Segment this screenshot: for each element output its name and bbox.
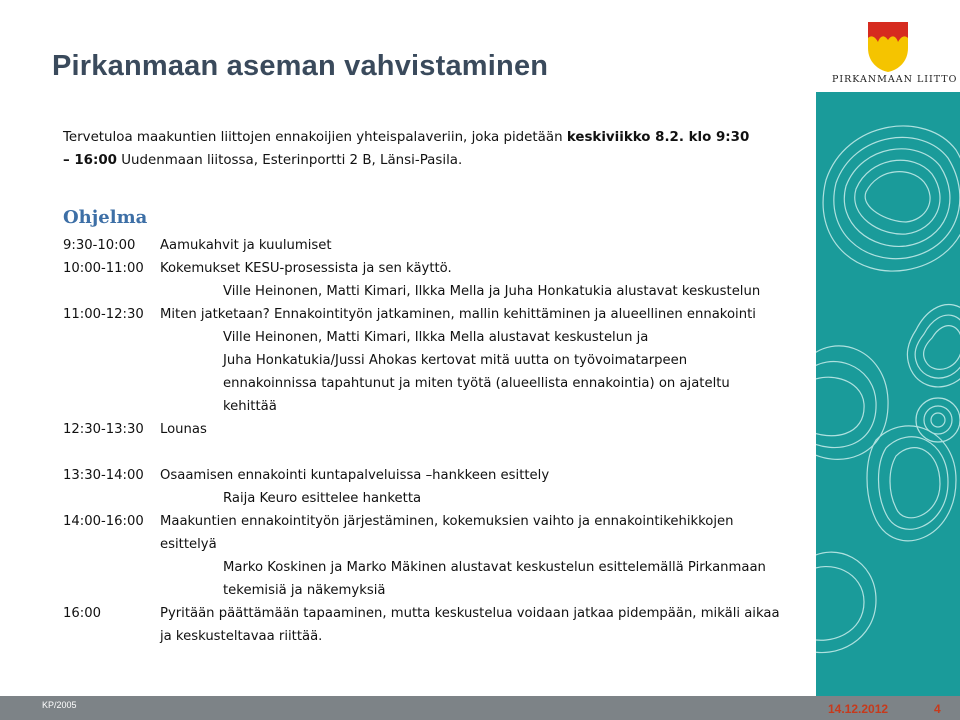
program-heading: Ohjelma <box>63 207 148 228</box>
schedule-description: Lounas <box>160 422 207 437</box>
schedule-detail: Marko Koskinen ja Marko Mäkinen alustavat keskustelun esittelemällä Pirkanmaan <box>223 560 766 575</box>
schedule-row <box>63 418 783 441</box>
schedule-description: Kokemukset KESU-prosessista ja sen käyttö. <box>160 261 452 276</box>
schedule-time: 13:30-14:00 <box>63 468 144 483</box>
schedule-detail: Ville Heinonen, Matti Kimari, Ilkka Mella ja Juha Honkatukia alustavat keskustelun <box>223 284 761 299</box>
decorative-rings-icon <box>816 0 960 720</box>
schedule-time: 16:00 <box>63 606 102 621</box>
schedule-time: 10:00-11:00 <box>63 261 144 276</box>
schedule-time: 14:00-16:00 <box>63 514 144 529</box>
logo-area <box>816 0 960 92</box>
intro-part-2: Uudenmaan liitossa, Esterinportti 2 B, Länsi-Pasila. <box>116 153 463 168</box>
slide-title: Pirkanmaan aseman vahvistaminen <box>52 50 549 82</box>
organization-logo-text: PIRKANMAAN LIITTO <box>832 74 958 85</box>
schedule-time: 9:30-10:00 <box>63 238 136 253</box>
schedule-detail: kehittää <box>223 399 277 414</box>
page-number: 4 <box>934 702 941 716</box>
schedule-detail: ennakoinnissa tapahtunut ja miten työtä (alueellista ennakointia) on ajateltu <box>223 376 730 391</box>
schedule <box>63 234 783 648</box>
schedule-detail: Raija Keuro esittelee hanketta <box>223 491 422 506</box>
schedule-detail: Ville Heinonen, Matti Kimari, Ilkka Mella alustavat keskustelun ja <box>223 330 649 345</box>
schedule-description: Miten jatketaan? Ennakointityön jatkaminen, mallin kehittäminen ja alueellinen ennakointi <box>160 307 756 322</box>
schedule-row <box>63 602 783 648</box>
intro-datetime: keskiviikko 8.2. klo 9:30 – 16:00 <box>63 130 750 168</box>
schedule-description: Aamukahvit ja kuulumiset <box>160 238 332 253</box>
schedule-row <box>63 464 783 510</box>
footer-bar <box>0 696 816 720</box>
schedule-description: Osaamisen ennakointi kuntapalveluissa –hankkeen esittely <box>160 468 550 483</box>
schedule-detail: Juha Honkatukia/Jussi Ahokas kertovat mitä uutta on työvoimatarpeen <box>223 353 688 368</box>
intro-part-1: Tervetuloa maakuntien liittojen ennakoijien yhteispalaveriin, joka pidetään <box>63 130 567 145</box>
intro-text <box>63 126 753 172</box>
schedule-row <box>63 234 783 257</box>
schedule-time: 12:30-13:30 <box>63 422 144 437</box>
schedule-description: Maakuntien ennakointityön järjestäminen, kokemuksien vaihto ja ennakointikehikkojen esittelyä <box>160 514 734 552</box>
schedule-detail: tekemisiä ja näkemyksiä <box>223 583 386 598</box>
schedule-row <box>63 257 783 303</box>
schedule-description: Pyritään päättämään tapaaminen, mutta keskustelua voidaan jatkaa pidempään, mikäli aikaa ja keskusteltavaa riittää. <box>160 606 780 644</box>
schedule-time: 11:00-12:30 <box>63 307 144 322</box>
schedule-row <box>63 303 783 418</box>
schedule-spacer <box>63 441 783 464</box>
footer-code: KP/2005 <box>42 700 77 710</box>
footer-date: 14.12.2012 <box>828 702 889 716</box>
decorative-panel <box>816 0 960 720</box>
schedule-row <box>63 510 783 602</box>
